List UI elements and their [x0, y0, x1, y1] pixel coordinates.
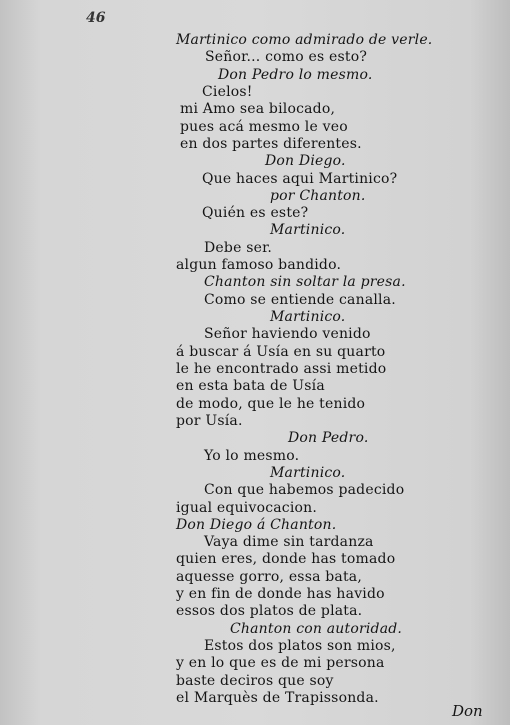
speaker-martinico: Martinico. [270, 222, 346, 238]
stage-direction-don-pedro: Don Pedro lo mesmo. [218, 67, 373, 83]
stage-direction-chanton-sin-soltar: Chanton sin soltar la presa. [204, 274, 406, 290]
verse-line: en esta bata de Usía [176, 378, 325, 394]
verse-line: por Usía. [176, 413, 243, 429]
speaker-don-pedro: Don Pedro. [288, 430, 369, 446]
verse-line: Debe ser. [204, 240, 273, 256]
verse-line: Vaya dime sin tardanza [204, 534, 374, 550]
verse-line: quien eres, donde has tomado [176, 551, 396, 567]
verse-line: Con que habemos padecido [204, 482, 405, 498]
stage-direction-chanton-con-autoridad: Chanton con autoridad. [230, 621, 403, 637]
stage-direction-por-chanton: por Chanton. [270, 188, 366, 204]
stage-direction-martinico-admirado: Martinico como admirado de verle. [176, 32, 433, 48]
verse-line: le he encontrado assi metido [176, 361, 387, 377]
verse-line: Señor haviendo venido [204, 326, 371, 342]
verse-line: Yo lo mesmo. [204, 448, 300, 464]
verse-line: en dos partes diferentes. [180, 136, 362, 152]
speaker-don-diego: Don Diego. [265, 153, 346, 169]
catchword: Don [452, 702, 483, 720]
speaker-martinico: Martinico. [270, 309, 346, 325]
verse-line: pues acá mesmo le veo [180, 119, 348, 135]
page-number: 46 [86, 10, 106, 26]
verse-line: aquesse gorro, essa bata, [176, 569, 363, 585]
verse-line: el Marquès de Trapissonda. [176, 690, 379, 706]
verse-line: de modo, que le he tenido [176, 396, 366, 412]
verse-line: y en lo que es de mi persona [176, 655, 385, 671]
verse-line: baste deciros que soy [176, 673, 334, 689]
speaker-martinico: Martinico. [270, 465, 346, 481]
verse-line: Señor... como es esto? [205, 49, 368, 65]
verse-line: igual equivocacion. [176, 500, 318, 516]
verse-line: Como se entiende canalla. [204, 292, 396, 308]
verse-line: y en fin de donde has havido [176, 586, 385, 602]
stage-direction-don-diego-a-chanton: Don Diego á Chanton. [176, 517, 337, 533]
verse-line: mi Amo sea bilocado, [180, 101, 336, 117]
verse-line: Estos dos platos son mios, [204, 638, 396, 654]
verse-line: algun famoso bandido. [176, 257, 342, 273]
verse-line: essos dos platos de plata. [176, 603, 363, 619]
verse-line: Cielos! [202, 84, 253, 100]
verse-line: Quién es este? [202, 205, 309, 221]
verse-line: Que haces aqui Martinico? [202, 171, 398, 187]
verse-line: á buscar á Usía en su quarto [176, 344, 386, 360]
